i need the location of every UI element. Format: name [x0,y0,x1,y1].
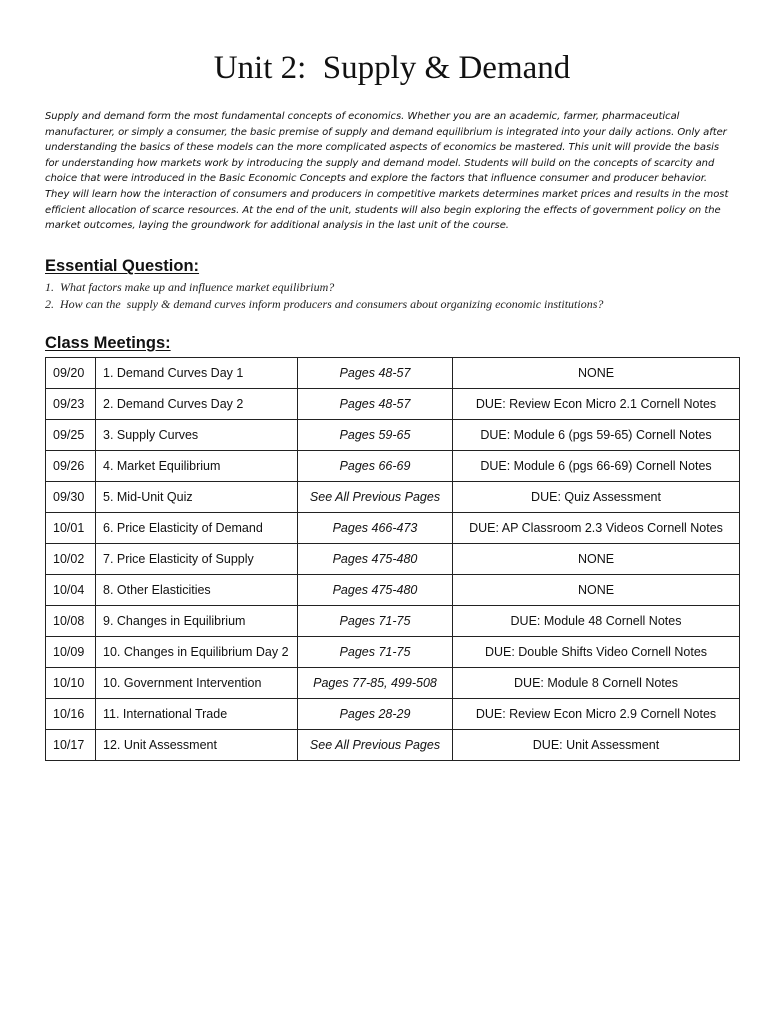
class-meetings-table-body [46,358,740,761]
table-row [46,482,740,513]
class-meetings-heading: Class Meetings: [45,334,171,352]
meeting-pages: See All Previous Pages [298,482,453,513]
meeting-due: DUE: Module 48 Cornell Notes [453,606,740,637]
meeting-date: 10/02 [46,544,96,575]
meeting-pages: Pages 466-473 [298,513,453,544]
meeting-date: 10/04 [46,575,96,606]
meeting-date: 09/20 [46,358,96,389]
meeting-topic: 4. Market Equilibrium [96,451,298,482]
meeting-topic: 11. International Trade [96,699,298,730]
meeting-pages: Pages 71-75 [298,637,453,668]
table-row [46,575,740,606]
meeting-topic: 9. Changes in Equilibrium [96,606,298,637]
table-row [46,544,740,575]
meeting-pages: Pages 48-57 [298,358,453,389]
meeting-pages: Pages 59-65 [298,420,453,451]
meeting-due: NONE [453,575,740,606]
table-row [46,606,740,637]
intro-line: understanding the basics of these models can the more complicated aspects of economics be mastered. This unit will provide the basis [45,142,720,154]
meeting-due: DUE: Module 8 Cornell Notes [453,668,740,699]
table-row [46,389,740,420]
meeting-date: 09/30 [46,482,96,513]
meeting-pages: Pages 475-480 [298,575,453,606]
meeting-pages: Pages 48-57 [298,389,453,420]
meeting-date: 09/26 [46,451,96,482]
meeting-due: NONE [453,358,740,389]
intro-line: for understanding how markets work by introducing the supply and demand model. Students will build on the concepts of scarcity and [45,157,715,169]
meeting-due: DUE: Review Econ Micro 2.9 Cornell Notes [453,699,740,730]
intro-line: efficient allocation of scarce resources. At the end of the unit, students will also begin exploring the effects of government policy on the [45,204,721,216]
essential-question-item: 2. How can the supply & demand curves inform producers and consumers about organizing economic institutions? [45,297,604,311]
meeting-date: 10/10 [46,668,96,699]
meeting-topic: 8. Other Elasticities [96,575,298,606]
table-row [46,358,740,389]
meeting-due: DUE: Module 6 (pgs 66-69) Cornell Notes [453,451,740,482]
meeting-due: DUE: Unit Assessment [453,730,740,761]
meeting-pages: Pages 475-480 [298,544,453,575]
intro-line: manufacturer, or simply a consumer, the basic premise of supply and demand equilibrium is integrated into your daily actions. Only after [45,126,727,138]
meeting-date: 10/17 [46,730,96,761]
intro-line: They will learn how the interaction of consumers and producers in competitive markets determines market prices and results in the most [45,188,729,200]
page-title: Unit 2: Supply & Demand [213,50,571,86]
meeting-date: 10/08 [46,606,96,637]
intro-line: Supply and demand form the most fundamental concepts of economics. Whether you are an academic, farmer, pharmaceutical [45,111,680,122]
meeting-topic: 7. Price Elasticity of Supply [96,544,298,575]
table-row [46,637,740,668]
meeting-date: 10/09 [46,637,96,668]
meeting-pages: Pages 77-85, 499-508 [298,668,453,699]
meeting-topic: 12. Unit Assessment [96,730,298,761]
meeting-pages: Pages 71-75 [298,606,453,637]
intro-line: choice that were introduced in the Basic Economic Concepts and explore the factors that influence consumer and producer behavior. [45,173,707,185]
meeting-topic: 10. Government Intervention [96,668,298,699]
meeting-due: DUE: Quiz Assessment [453,482,740,513]
meeting-date: 10/16 [46,699,96,730]
meeting-topic: 1. Demand Curves Day 1 [96,358,298,389]
meeting-due: DUE: AP Classroom 2.3 Videos Cornell Notes [453,513,740,544]
meeting-date: 10/01 [46,513,96,544]
meeting-date: 09/23 [46,389,96,420]
table-row [46,730,740,761]
meeting-pages: Pages 28-29 [298,699,453,730]
table-row [46,451,740,482]
meeting-topic: 5. Mid-Unit Quiz [96,482,298,513]
meeting-topic: 10. Changes in Equilibrium Day 2 [96,637,298,668]
meeting-topic: 3. Supply Curves [96,420,298,451]
meeting-topic: 2. Demand Curves Day 2 [96,389,298,420]
meeting-due: DUE: Review Econ Micro 2.1 Cornell Notes [453,389,740,420]
intro-line: market outcomes, laying the groundwork for additional analysis in the last unit of the course. [45,220,509,232]
intro-paragraph [45,109,745,234]
essential-question-heading: Essential Question: [45,257,200,275]
table-row [46,420,740,451]
meeting-due: DUE: Module 6 (pgs 59-65) Cornell Notes [453,420,740,451]
essential-question-list [45,279,745,313]
meeting-due: NONE [453,544,740,575]
meeting-pages: See All Previous Pages [298,730,453,761]
meeting-date: 09/25 [46,420,96,451]
table-row [46,668,740,699]
table-row [46,513,740,544]
meeting-topic: 6. Price Elasticity of Demand [96,513,298,544]
class-meetings-table [45,357,740,761]
essential-question-item: 1. What factors make up and influence market equilibrium? [45,280,335,294]
meeting-due: DUE: Double Shifts Video Cornell Notes [453,637,740,668]
table-row [46,699,740,730]
meeting-pages: Pages 66-69 [298,451,453,482]
